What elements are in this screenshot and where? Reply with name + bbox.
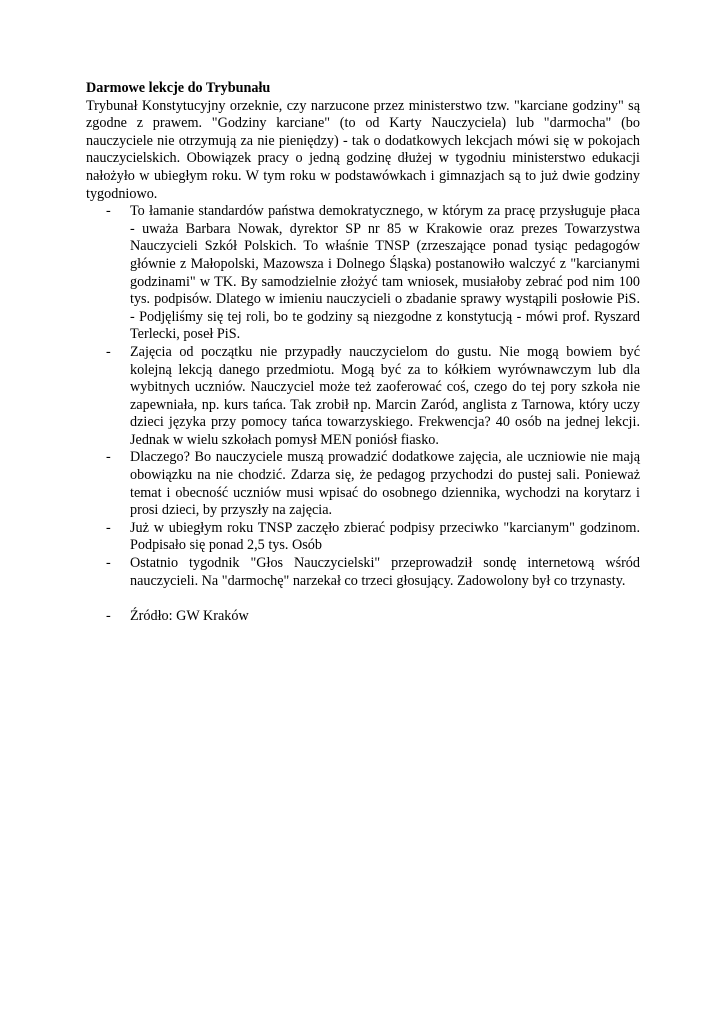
list-item-text: Dlaczego? Bo nauczyciele muszą prowadzić dodatkowe zajęcia, ale uczniowie nie mają obowiązku na nie chodzić. Zdarza się, że pedagog przychodzi do pustej sali. Ponieważ temat i obecność uczniów musi wpisać do osobnego dziennika, wychodzi na korytarz i prosi dzieci, by przyszły na zajęcia. — [130, 449, 640, 519]
source-item — [86, 608, 640, 626]
list-item — [86, 344, 640, 450]
list-item-text: Zajęcia od początku nie przypadły nauczycielom do gustu. Nie mogą bowiem być kolejną lekcją danego przedmiotu. Mogą być za to kółkiem wyrównawczym lub dla wybitnych uczniów. Nauczyciel może też zaoferować coś, czego do tej pory szkoła nie zapewniała, np. kurs tańca. Tak zrobił np. Marcin Zaród, anglista z Tarnowa, który uczy dzieci języka przy pomocy tańca towarzyskiego. Frekwencja? 40 osób na jednej lekcji. Jednak w wielu szkołach pomysł MEN poniósł fiasko. — [130, 343, 640, 448]
blank-line — [86, 590, 640, 608]
list-item — [86, 555, 640, 590]
list-item — [86, 203, 640, 344]
bullet-dash: - — [106, 449, 111, 466]
list-item-text: Ostatnio tygodnik "Głos Nauczycielski" przeprowadził sondę internetową wśród nauczycieli. Na "darmochę" narzekał co trzeci głosujący. Zadowolony był co trzynasty. — [130, 555, 640, 589]
bullet-list — [86, 203, 640, 625]
list-item — [86, 449, 640, 519]
list-item-text: Już w ubiegłym roku TNSP zaczęło zbierać podpisy przeciwko "karcianym" godzinom. Podpisało się ponad 2,5 tys. Osób — [130, 519, 640, 554]
bullet-dash: - — [106, 607, 111, 624]
intro-paragraph: Trybunał Konstytucyjny orzeknie, czy narzucone przez ministerstwo tzw. "karciane godziny" są zgodne z prawem. "Godziny karciane" (to od Karty Nauczyciela) lub "darmocha" (bo nauczyciele nie otrzymują za nie pieniędzy) - tak o dodatkowych lekcjach mówi się w pokojach nauczycielskich. Obowiązek pracy o jedną godzinę dłużej w tygodniu ministerstwo edukacji nałożyło w ubiegłym roku. W tym roku w podstawówkach i gimnazjach są to już dwie godziny tygodniowo. — [86, 97, 640, 202]
list-item-text: To łamanie standardów państwa demokratycznego, w którym za pracę przysługuje płaca - uważa Barbara Nowak, dyrektor SP nr 85 w Krakowie oraz prezes Towarzystwa Nauczycieli Szkół Polskich. To właśnie TNSP (zrzeszające ponad tysiąc pedagogów głównie z Małopolski, Mazowsza i Dolnego Śląska) postanowiło walczyć z "karcianymi godzinami" w TK. By samodzielnie złożyć tam wniosek, musiałoby zebrać pod nim 100 tys. podpisów. Dlatego w imieniu nauczycieli o zbadanie sprawy wystąpili posłowie PiS. - Podjęliśmy się tej roli, bo te godziny są niezgodne z konstytucją - mówi prof. Ryszard Terlecki, poseł PiS. — [130, 203, 640, 343]
bullet-dash: - — [106, 203, 111, 220]
list-item — [86, 520, 640, 555]
bullet-dash: - — [106, 343, 111, 360]
bullet-dash: - — [106, 555, 111, 572]
document-page — [86, 80, 640, 625]
source-text: Źródło: GW Kraków — [130, 607, 249, 624]
bullet-dash: - — [106, 519, 111, 536]
document-title: Darmowe lekcje do Trybunału — [86, 80, 271, 96]
